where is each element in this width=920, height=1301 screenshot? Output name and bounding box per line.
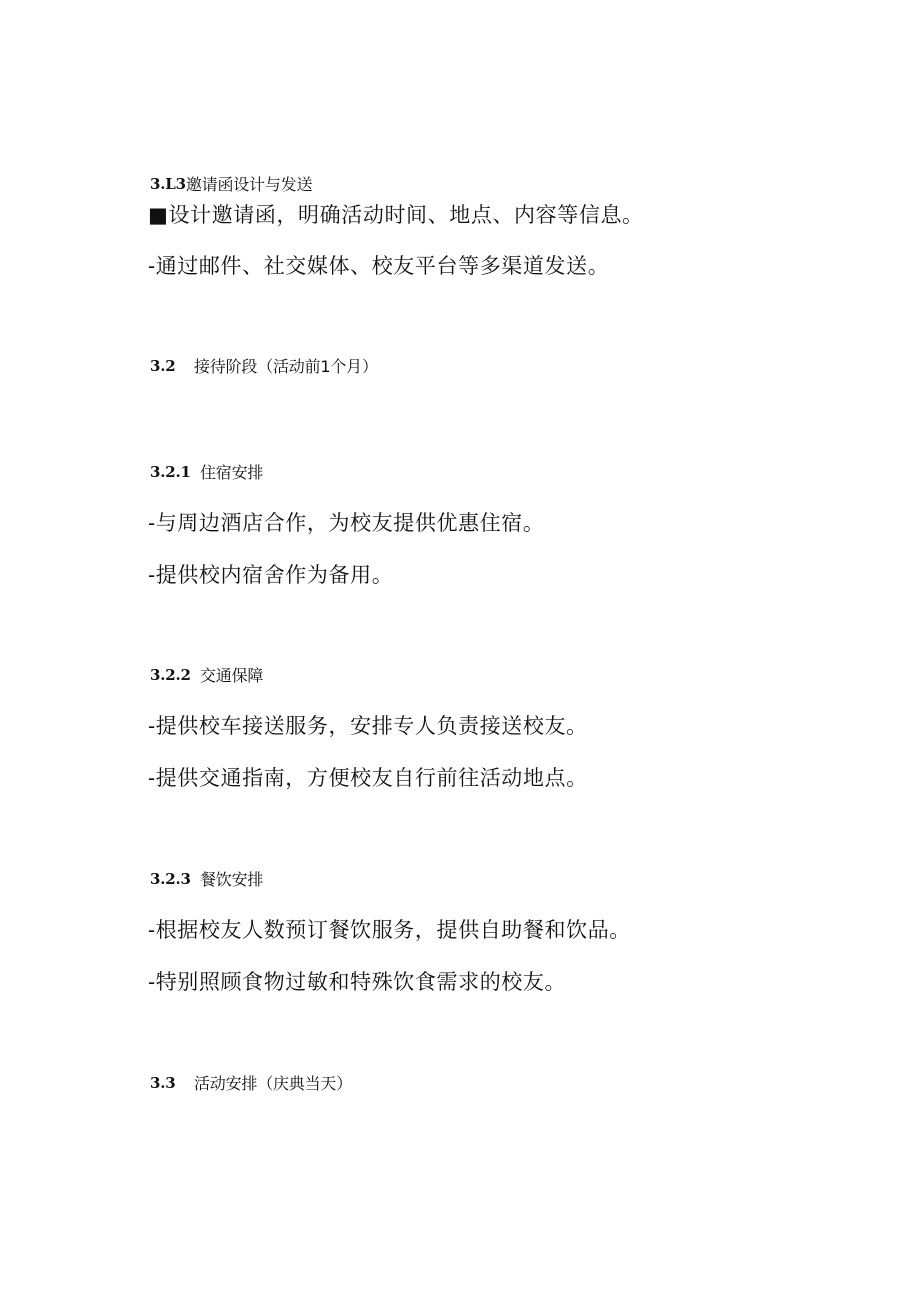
paragraph: -提供交通指南，方便校友自行前往活动地点。 (148, 766, 588, 790)
section-number: 3.2 (150, 356, 176, 375)
section-number: 3.L3 (150, 174, 186, 193)
section-heading-3-2 (150, 354, 378, 377)
paragraph: -根据校友人数预订餐饮服务，提供自助餐和饮品。 (148, 918, 631, 942)
section-title: 餐饮安排 (200, 870, 264, 889)
section-number: 3.2.3 (150, 869, 191, 888)
paragraph: -与周边酒店合作，为校友提供优惠住宿。 (148, 511, 545, 535)
section-title: 住宿安排 (200, 463, 264, 482)
section-heading-3-3 (150, 1071, 352, 1094)
section-number: 3.2.2 (150, 665, 191, 684)
paragraph: -特别照顾食物过敏和特殊饮食需求的校友。 (148, 970, 567, 994)
section-title: 邀请函设计与发送 (185, 175, 313, 194)
section-title: 交通保障 (200, 666, 264, 685)
paragraph: -通过邮件、社交媒体、校友平台等多渠道发送。 (148, 254, 610, 278)
section-number: 3.3 (150, 1073, 176, 1092)
section-number: 3.2.1 (150, 462, 191, 481)
paragraph: -提供校车接送服务，安排专人负责接送校友。 (148, 714, 588, 738)
section-heading-3-2-1 (150, 460, 263, 483)
paragraph: -提供校内宿舍作为备用。 (148, 563, 394, 587)
paragraph: ■设计邀请函，明确活动时间、地点、内容等信息。 (148, 203, 644, 227)
section-title: 活动安排（庆典当天） (194, 1074, 353, 1093)
section-title: 接待阶段（活动前1个月） (194, 357, 378, 376)
section-heading-3-2-3 (150, 867, 263, 890)
section-heading-3-1-3 (150, 172, 312, 195)
section-heading-3-2-2 (150, 663, 263, 686)
